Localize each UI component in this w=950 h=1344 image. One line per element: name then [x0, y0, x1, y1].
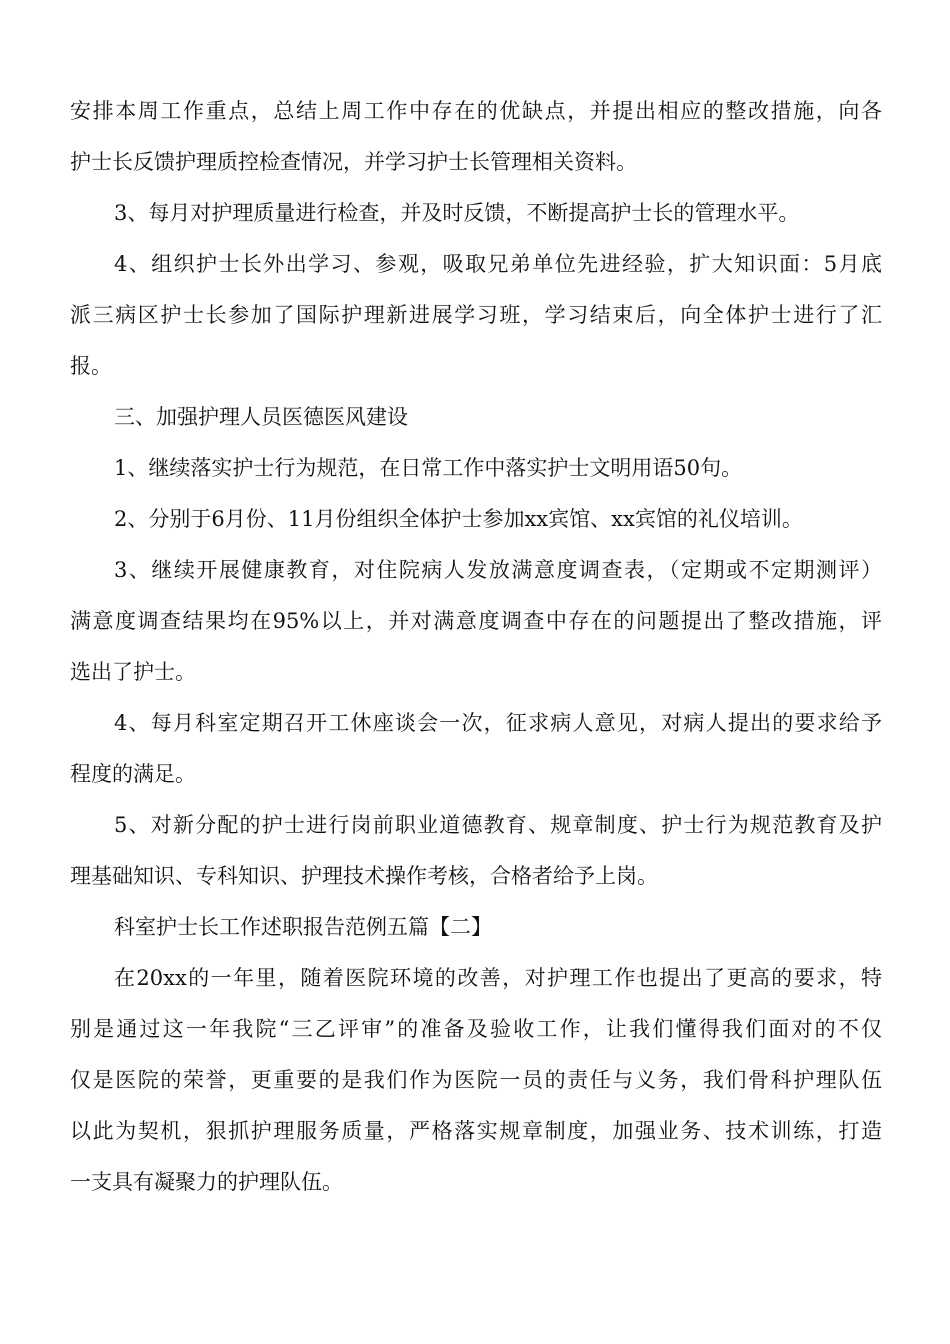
text-line: 护士长反馈护理质控检查情况，并学习护士长管理相关资料。: [70, 150, 637, 174]
text-line: 一支具有凝聚力的护理队伍。: [70, 1170, 343, 1194]
text-line: 1、继续落实护士行为规范，在日常工作中落实护士文明用语50句。: [114, 456, 743, 480]
text-line: 报。: [70, 354, 112, 378]
text-line: 以此为契机，狠抓护理服务质量，严格落实规章制度，加强业务、技术训练，打造: [70, 1119, 882, 1143]
text-line: 满意度调查结果均在95%以上，并对满意度调查中存在的问题提出了整改措施，评: [70, 609, 882, 633]
text-line: 4、组织护士长外出学习、参观，吸取兄弟单位先进经验，扩大知识面：5月底: [114, 252, 882, 276]
text-line: 选出了护士。: [70, 660, 196, 684]
text-line: 2、分别于6月份、11月份组织全体护士参加xx宾馆、xx宾馆的礼仪培训。: [114, 507, 803, 531]
text-line: 理基础知识、专科知识、护理技术操作考核，合格者给予上岗。: [70, 864, 658, 888]
text-line: 别是通过这一年我院“三乙评审”的准备及验收工作，让我们懂得我们面对的不仅: [70, 1017, 882, 1041]
section-heading: 科室护士长工作述职报告范例五篇【二】: [114, 915, 492, 939]
text-line: 5、对新分配的护士进行岗前职业道德教育、规章制度、护士行为规范教育及护: [114, 813, 882, 837]
text-line: 4、每月科室定期召开工休座谈会一次，征求病人意见，对病人提出的要求给予: [114, 711, 882, 735]
text-line: 仅是医院的荣誉，更重要的是我们作为医院一员的责任与义务，我们骨科护理队伍: [70, 1068, 882, 1092]
section-heading: 三、加强护理人员医德医风建设: [114, 405, 408, 429]
text-line: 程度的满足。: [70, 762, 196, 786]
text-line: 安排本周工作重点，总结上周工作中存在的优缺点，并提出相应的整改措施，向各: [70, 99, 882, 123]
text-line: 3、每月对护理质量进行检查，并及时反馈，不断提高护士长的管理水平。: [114, 201, 800, 225]
text-line: 派三病区护士长参加了国际护理新进展学习班，学习结束后，向全体护士进行了汇: [70, 303, 882, 327]
text-line: 在20xx的一年里，随着医院环境的改善，对护理工作也提出了更高的要求，特: [114, 966, 882, 990]
text-line: 3、继续开展健康教育，对住院病人发放满意度调查表，（定期或不定期测评）: [114, 558, 882, 582]
